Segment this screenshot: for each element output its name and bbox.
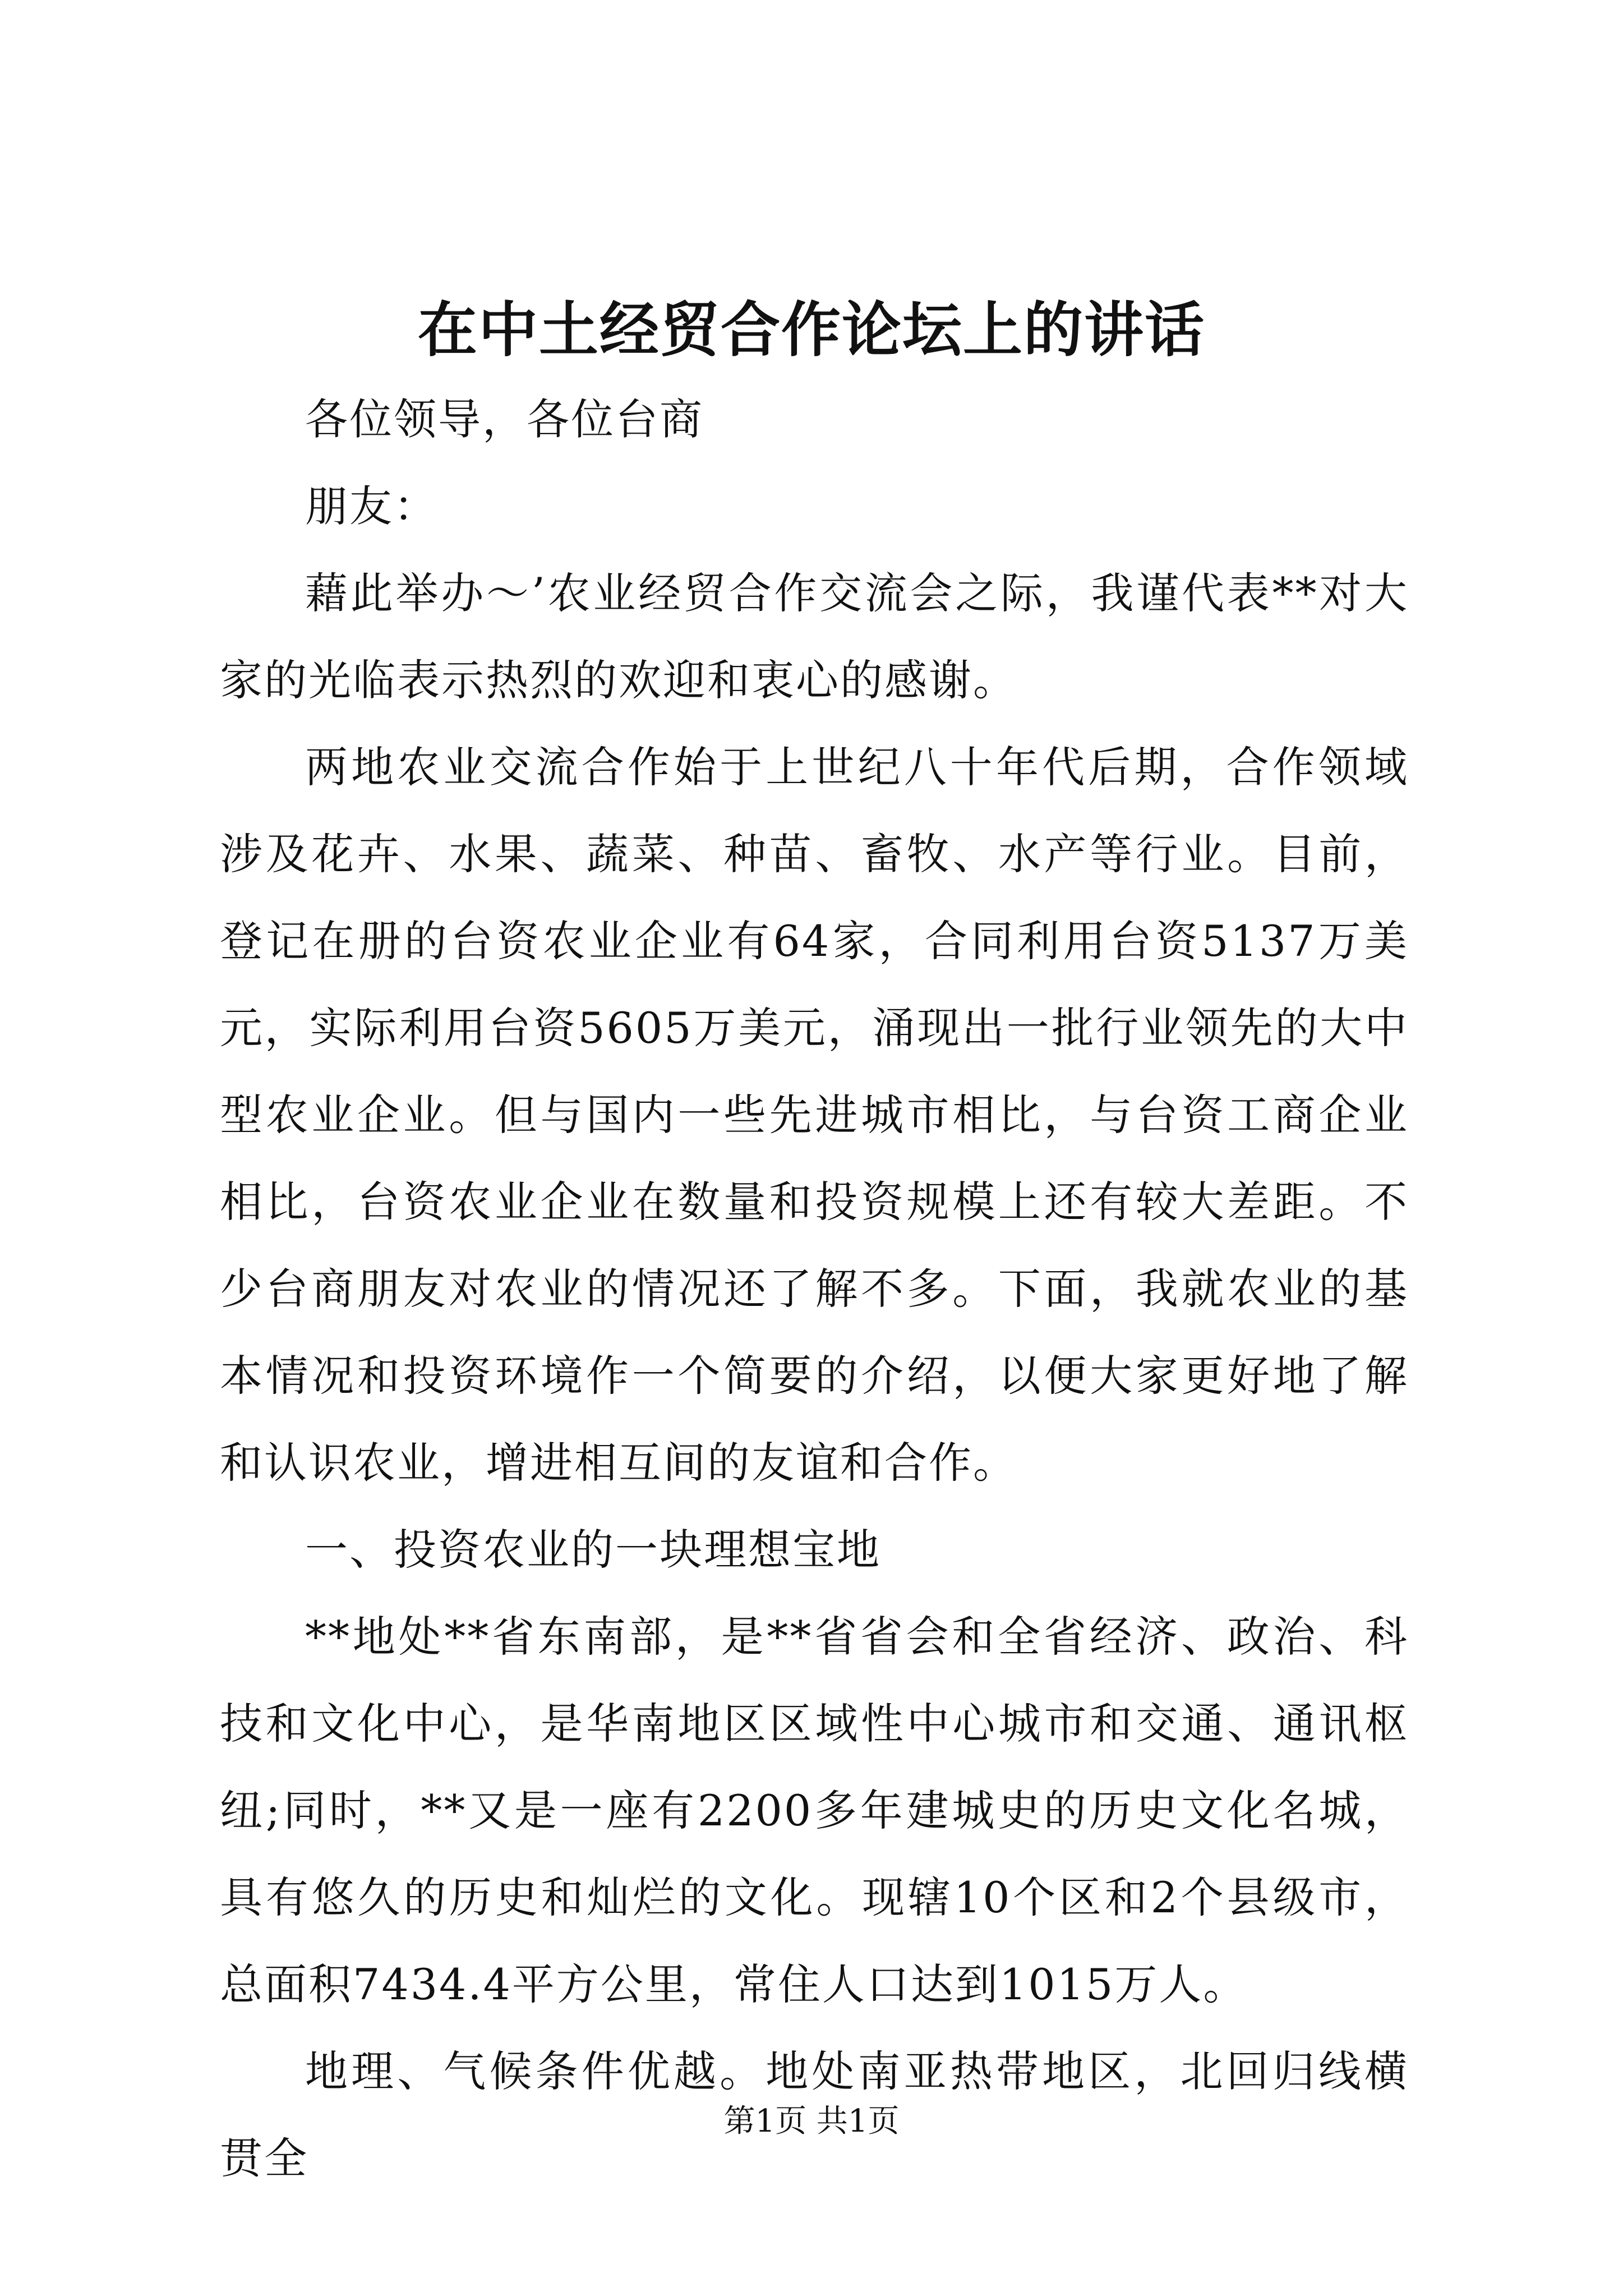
paragraph-salutation-cont: 朋友：: [305, 481, 438, 531]
paragraph-overview: **地处**省东南部，是**省省会和全省经济、政治、科技和文化中心，是华南地区区域性中心城市和交通、通讯枢纽;同时，**又是一座有2200多年建城史的历史文化名城，具有悠久的历史和灿烂的文化。现辖10个区和2个县级市，总面积7434.4平方公里，常住人口达到1015万人。: [220, 1612, 1409, 2009]
paragraph-welcome: 藉此举办～’农业经贸合作交流会之际，我谨代表**对大家的光临表示热烈的欢迎和衷心的感谢。: [220, 568, 1409, 705]
page-footer: 第1页 共1页: [723, 2103, 900, 2139]
document-title: 在中土经贸合作论坛上的讲话: [418, 295, 1205, 365]
document-body: [220, 376, 1409, 2202]
paragraph-geography: 地理、气候条件优越。地处南亚热带地区，北回归线横贯全: [220, 2046, 1409, 2183]
paragraph-salutation: 各位领导，各位台商: [305, 394, 704, 444]
paragraph-cooperation: 两地农业交流合作始于上世纪八十年代后期，合作领域涉及花卉、水果、蔬菜、种苗、畜牧、水产等行业。目前，登记在册的台资农业企业有64家，合同利用台资5137万美元，实际利用台资5605万美元，涌现出一批行业领先的大中型农业企业。但与国内一些先进城市相比，与台资工商企业相比，台资农业企业在数量和投资规模上还有较大差距。不少台商朋友对农业的情况还了解不多。下面，我就农业的基本情况和投资环境作一个简要的介绍，以便大家更好地了解和认识农业，增进相互间的友谊和合作。: [220, 742, 1409, 1488]
section-heading-1: 一、投资农业的一块理想宝地: [305, 1525, 881, 1575]
